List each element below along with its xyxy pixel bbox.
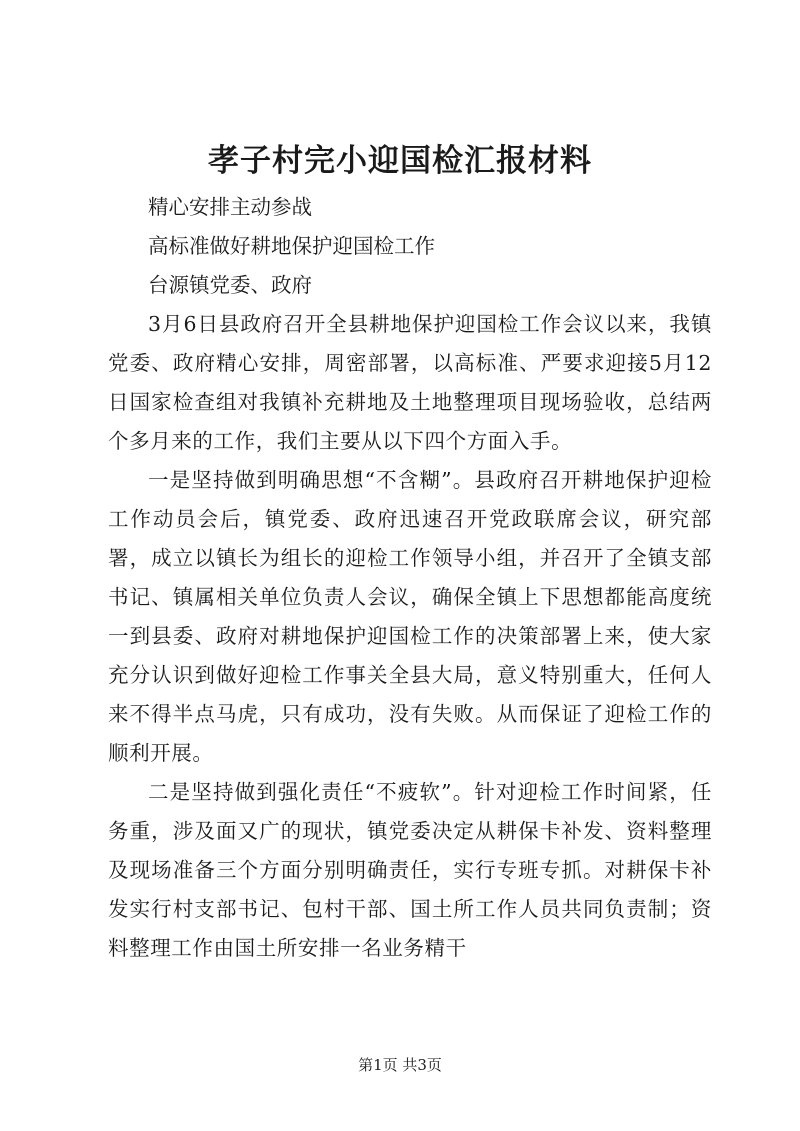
paragraph-point-two: 二是坚持做到强化责任“不疲软”。针对迎检工作时间紧，任务重，涉及面又广的现状，镇党委决定从耕保卡补发、资料整理及现场准备三个方面分别明确责任，实行专班专抓。对耕保卡补发实行村支部书记、包村干部、国土所工作人员共同负责制；资料整理工作由国土所安排一名业务精干 [108,780,712,960]
subtitle-line-2: 高标准做好耕地保护迎国检工作 [148,234,435,258]
document-body [108,188,712,968]
paragraph-point-one: 一是坚持做到明确思想“不含糊”。县政府召开耕地保护迎检工作动员会后，镇党委、政府迅速召开党政联席会议，研究部署，成立以镇长为组长的迎检工作领导小组，并召开了全镇支部书记、镇属相关单位负责人会议，确保全镇上下思想都能高度统一到县委、政府对耕地保护迎国检工作的决策部署上来，使大家充分认识到做好迎检工作事关全县大局，意义特别重大，任何人来不得半点马虎，只有成功，没有失败。从而保证了迎检工作的顺利开展。 [108,468,712,765]
paragraph-intro: 3月6日县政府召开全县耕地保护迎国检工作会议以来，我镇党委、政府精心安排，周密部署，以高标准、严要求迎接5月12日国家检查组对我镇补充耕地及土地整理项目现场验收，总结两个多月来的工作，我们主要从以下四个方面入手。 [108,312,712,453]
subtitle-line-3: 台源镇党委、政府 [148,273,312,297]
document-title: 孝子村完小迎国检汇报材料 [208,143,592,179]
subtitle-line-1: 精心安排主动参战 [148,195,312,219]
page-number-footer: 第1页 共3页 [358,1056,442,1074]
